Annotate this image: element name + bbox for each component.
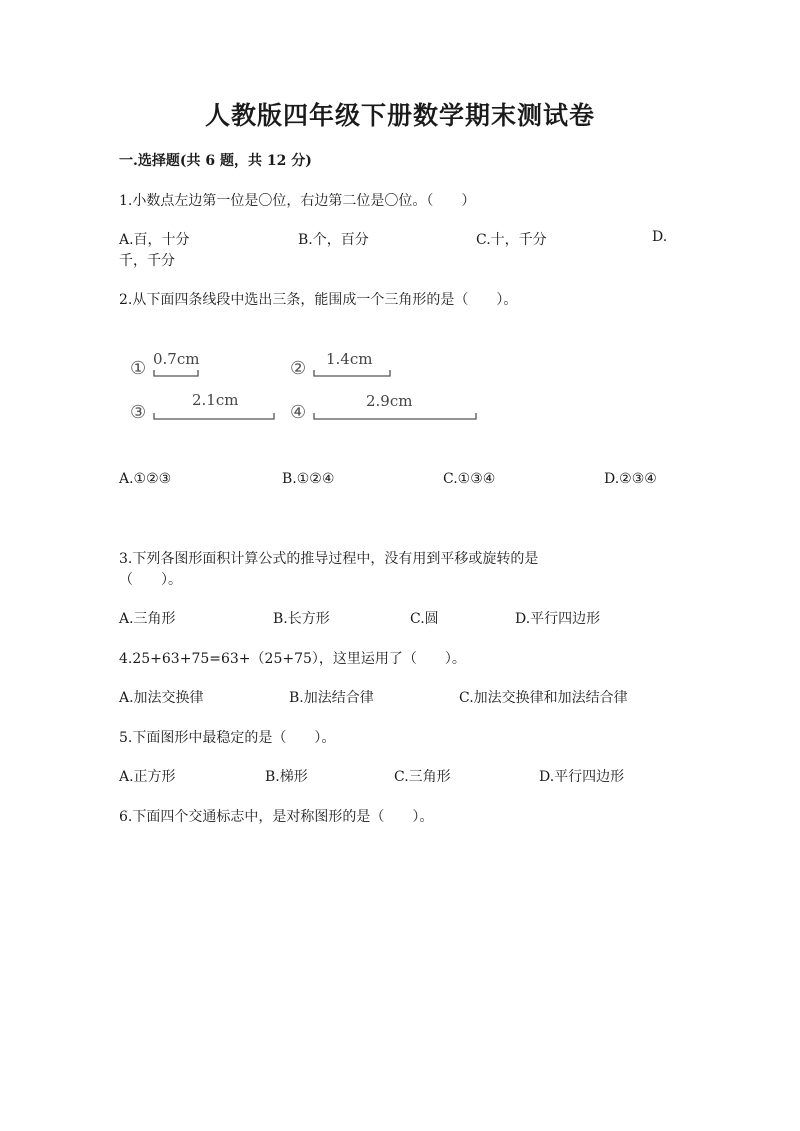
segment-3-number: ③ [130,402,147,423]
section-heading: 一.选择题(共 6 题，共 12 分) [119,153,312,169]
question-5-text: 5.下面图形中最稳定的是（ ）。 [119,730,336,746]
segment-1-line [154,370,198,376]
question-1-text: 1.小数点左边第一位是〇位，右边第二位是〇位。（ ） [119,193,476,209]
segment-3-label: 2.1cm [192,391,239,409]
segment-4-line [314,413,476,419]
segment-2-number: ② [290,358,307,379]
question-1-option-d-cont: 千，千分 [119,253,175,269]
segment-2-line [314,370,390,376]
question-5-option-b: B.梯形 [265,769,308,785]
segment-1-number: ① [130,358,147,379]
question-1-option-a: A.百，十分 [119,232,190,248]
question-2-option-b: B.①②④ [282,471,335,487]
segment-4-label: 2.9cm [366,392,413,410]
question-5-option-d: D.平行四边形 [539,769,625,785]
segment-2-label: 1.4cm [326,350,373,368]
question-1-option-c: C.十，千分 [476,232,547,248]
question-3-option-a: A.三角形 [119,611,176,627]
segment-1-label: 0.7cm [153,350,200,368]
question-4-option-c: C.加法交换律和加法结合律 [459,690,628,706]
question-3-text: 3.下列各图形面积计算公式的推导过程中，没有用到平移或旋转的是 [119,551,539,567]
line-segments-figure [118,343,488,433]
page-title: 人教版四年级下册数学期末测试卷 [204,101,595,130]
question-1-option-d: D. [652,229,668,245]
question-2-option-c: C.①③④ [443,471,496,487]
question-3-option-c: C.圆 [410,611,439,627]
question-1-option-b: B.个，百分 [298,232,369,248]
segment-4-number: ④ [290,402,307,423]
question-3-option-d: D.平行四边形 [515,611,601,627]
question-3-text-cont: （ ）。 [119,572,182,588]
question-3-option-b: B.长方形 [273,611,330,627]
question-4-option-b: B.加法结合律 [289,690,374,706]
question-6-text: 6.下面四个交通标志中，是对称图形的是（ ）。 [119,809,434,825]
segment-3-line [154,413,274,419]
question-2-option-d: D.②③④ [604,471,657,487]
question-4-text: 4.25+63+75=63+（25+75），这里运用了（ ）。 [119,651,466,667]
question-5-option-c: C.三角形 [394,769,451,785]
question-5-option-a: A.正方形 [119,769,176,785]
question-2-text: 2.从下面四条线段中选出三条，能围成一个三角形的是（ ）。 [119,292,518,308]
question-4-option-a: A.加法交换律 [119,690,204,706]
question-2-option-a: A.①②③ [119,471,172,487]
